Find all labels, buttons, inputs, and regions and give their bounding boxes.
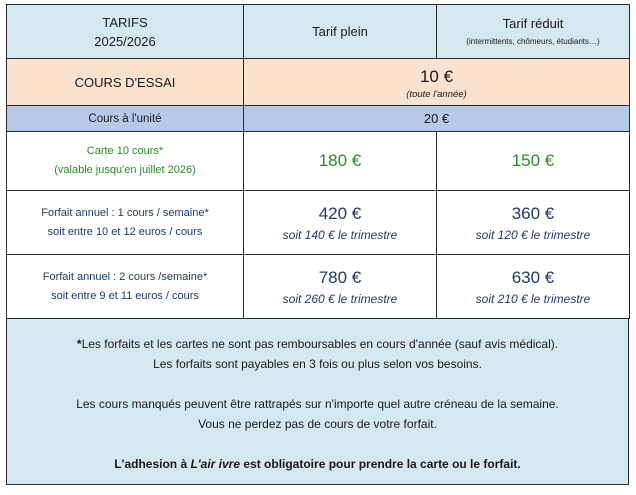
row-label-detail: (valable jusqu'en juillet 2026) (54, 164, 196, 176)
row-label: COURS D'ESSAI (74, 74, 176, 90)
note-membership-post: est obligatoire pour prendre la carte ou le forfait. (240, 457, 521, 471)
row-label-cell (7, 132, 244, 191)
col-header-full (244, 5, 437, 59)
price-cell-reduced (437, 191, 630, 255)
price-cell-merged (244, 59, 630, 106)
table-title: TARIFS (102, 14, 148, 30)
row-label: Cours à l'unité (88, 112, 162, 125)
row-forfait-2 (7, 255, 630, 319)
price-trimester: soit 210 € le trimestre (475, 291, 591, 306)
row-label: Forfait annuel : 2 cours /semaine* (42, 270, 208, 283)
note-asterisk: * (76, 337, 82, 351)
col-header-reduced-note: (intermittents, chômeurs, étudiants…) (466, 37, 600, 46)
price-cell-full (244, 191, 437, 255)
note-refund-text: Les forfaits et les cartes ne sont pas remboursables en cours d'année (sauf avis médical). (81, 337, 559, 351)
price-trimester: soit 140 € le trimestre (282, 227, 398, 242)
price-cell-full (244, 132, 437, 191)
price-trimester: soit 120 € le trimestre (475, 227, 591, 242)
brand-name: L'air ivre (190, 457, 241, 471)
note-refund (7, 334, 628, 354)
row-label-cell (7, 191, 244, 255)
row-forfait-1 (7, 191, 630, 255)
col-header-reduced (437, 5, 630, 59)
row-label-cell (7, 255, 244, 319)
price-value: 360 € (511, 203, 555, 223)
col-header-reduced-label: Tarif réduit (502, 16, 564, 31)
row-label-detail: soit entre 9 et 11 euros / cours (51, 289, 199, 302)
header-row (7, 5, 630, 59)
notes-panel (6, 319, 629, 485)
row-carte-10 (7, 132, 630, 191)
price-note: (toute l'année) (406, 88, 467, 100)
price-cell-merged (244, 106, 630, 132)
price-cell-reduced (437, 132, 630, 191)
row-label: Carte 10 cours* (86, 145, 164, 157)
row-cours-unite (7, 106, 630, 132)
row-cours-essai (7, 59, 630, 106)
price-value: 180 € (318, 151, 362, 170)
note-no-loss: Vous ne perdez pas de cours de votre forfait. (198, 417, 437, 431)
pricing-sheet (6, 4, 629, 485)
price-value: 420 € (318, 203, 362, 223)
pricing-table (6, 4, 630, 319)
price-trimester: soit 260 € le trimestre (282, 291, 398, 306)
row-label-detail: soit entre 10 et 12 euros / cours (47, 225, 203, 238)
price-value: 150 € (511, 151, 555, 170)
note-catchup: Les cours manqués peuvent être rattrapés sur n'importe quel autre créneau de la semaine. (76, 397, 559, 411)
row-label-cell (7, 59, 244, 106)
table-season: 2025/2026 (94, 33, 156, 49)
price-cell-full (244, 255, 437, 319)
price-value: 10 € (419, 66, 454, 86)
row-label: Forfait annuel : 1 cours / semaine* (41, 206, 209, 219)
note-payment: Les forfaits sont payables en 3 fois ou plus selon vos besoins. (153, 357, 482, 371)
table-title-cell (7, 5, 244, 59)
price-value: 780 € (318, 267, 362, 287)
price-value: 20 € (423, 111, 450, 126)
price-cell-reduced (437, 255, 630, 319)
note-membership-pre: L'adhesion à (114, 457, 191, 471)
col-header-full-label: Tarif plein (312, 24, 368, 39)
row-label-cell (7, 106, 244, 132)
price-value: 630 € (511, 267, 555, 287)
note-membership (7, 454, 628, 474)
